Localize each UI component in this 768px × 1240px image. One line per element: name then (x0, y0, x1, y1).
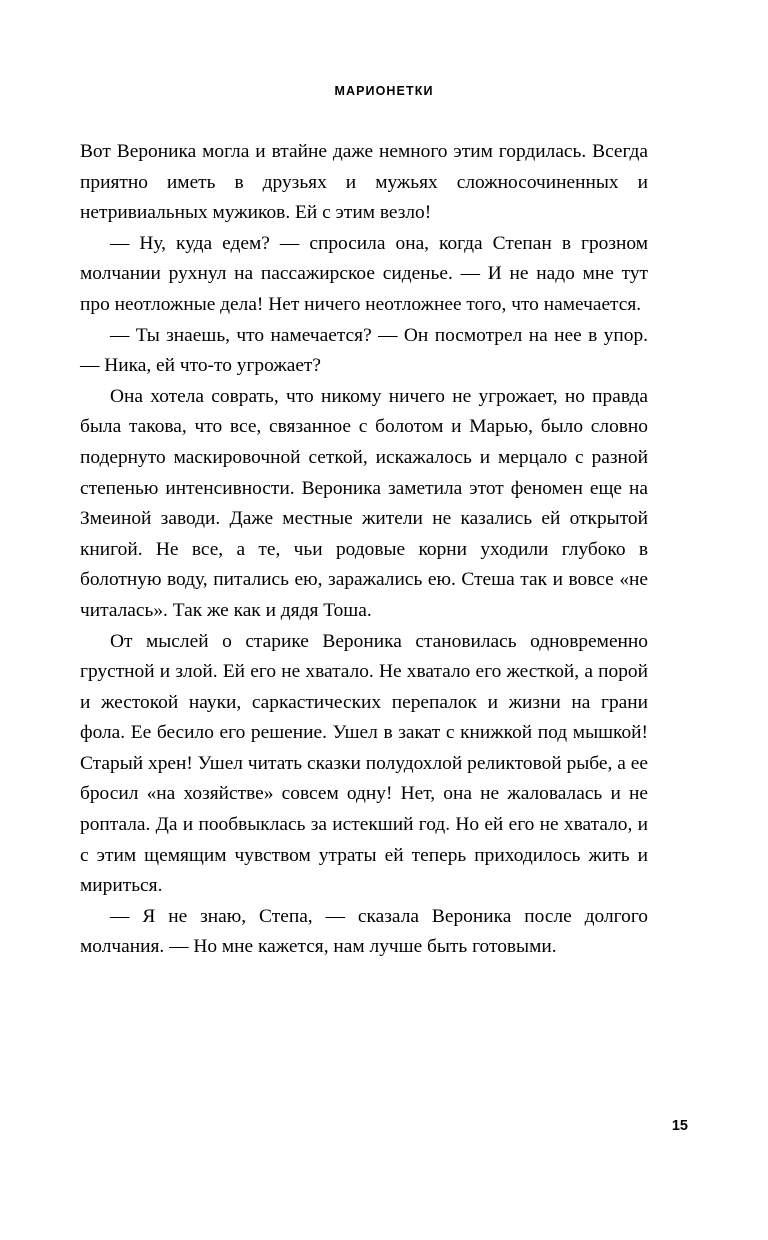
paragraph: — Я не знаю, Степа, — сказала Вероника после долгого молчания. — Но мне кажется, нам лучше быть готовыми. (80, 905, 648, 958)
paragraph: — Ты знаешь, что намечается? — Он посмотрел на нее в упор. — Ника, ей что-то угрожает? (80, 324, 648, 377)
paragraph: Вот Вероника могла и втайне даже немного этим гордилась. Всегда приятно иметь в друзьях и мужьях сложносочиненных и нетривиальных мужиков. Ей с этим везло! (80, 141, 648, 224)
paragraph: От мыслей о старике Вероника становилась одновременно грустной и злой. Ей его не хватало. Не хватало его жесткой, а порой и жестокой науки, саркастических перепалок и жизни на грани фола. Ее бесило его решение. Ушел в закат с книжкой под мышкой! Старый хрен! Ушел читать сказки полудохлой реликтовой рыбе, а ее бросил «на хозяйстве» совсем одну! Нет, она не жаловалась и не роптала. Да и пообвыклась за истекший год. Но ей его не хватало, и с этим щемящим чувством утраты ей теперь приходилось жить и мириться. (80, 630, 648, 897)
running-head: МАРИОНЕТКИ (334, 84, 434, 98)
page-number: 15 (671, 1118, 688, 1134)
body-text (80, 137, 648, 963)
paragraph: — Ну, куда едем? — спросила она, когда Степан в грозном молчании рухнул на пассажирское сиденье. — И не надо мне тут про неотложные дела! Нет ничего неотложнее того, что намечается. (80, 232, 648, 315)
paragraph: Она хотела соврать, что никому ничего не угрожает, но правда была такова, что все, связанное с болотом и Марью, было словно подернуто маскировочной сеткой, искажалось и мерцало с разной степенью интенсивности. Вероника заметила этот феномен еще на Змеиной заводи. Даже местные жители не казались ей открытой книгой. Не все, а те, чьи родовые корни уходили глубоко в болотную воду, питались ею, заражались ею. Стеша так и вовсе «не читалась». Так же как и дядя Тоша. (80, 385, 648, 621)
